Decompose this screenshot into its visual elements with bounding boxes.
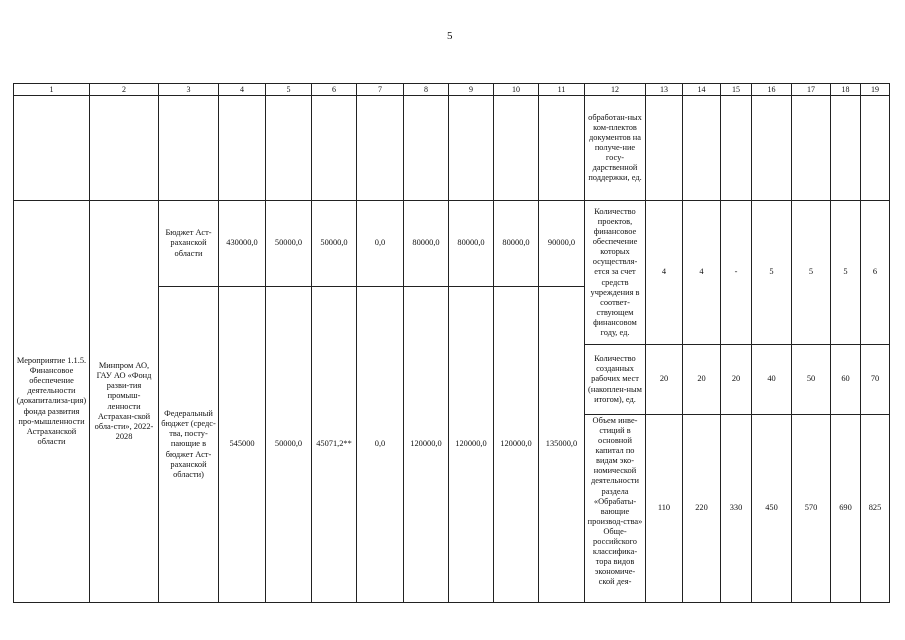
indicator-value: 450 bbox=[752, 415, 792, 603]
empty-cell bbox=[752, 96, 792, 201]
indicator-name: обработан-ных ком-плектов документов на получе-ние госу-дарственной поддержки, ед. bbox=[585, 96, 646, 201]
col-header: 11 bbox=[539, 84, 585, 96]
indicator-value: 60 bbox=[831, 345, 861, 415]
indicator-value: 220 bbox=[683, 415, 721, 603]
col-header: 19 bbox=[861, 84, 890, 96]
indicator-name: Объем инве-стиций в основной капитал по видам эко-номической деятельности раздела «Обрабаты-вающие производ-ства» Обще-российского классифика-тора видов экономиче-ской дея- bbox=[585, 415, 646, 603]
indicator-value: 70 bbox=[861, 345, 890, 415]
empty-cell bbox=[449, 96, 494, 201]
indicator-value: 20 bbox=[646, 345, 683, 415]
empty-cell bbox=[357, 96, 404, 201]
empty-cell bbox=[90, 96, 159, 201]
empty-cell bbox=[683, 96, 721, 201]
amount-cell: 45071,2** bbox=[312, 287, 357, 603]
col-header: 4 bbox=[219, 84, 266, 96]
amount-cell: 545000 bbox=[219, 287, 266, 603]
empty-cell bbox=[404, 96, 449, 201]
amount-cell: 90000,0 bbox=[539, 201, 585, 287]
table-row-regional bbox=[14, 201, 890, 287]
col-header: 7 bbox=[357, 84, 404, 96]
col-header: 8 bbox=[404, 84, 449, 96]
col-header: 17 bbox=[792, 84, 831, 96]
indicator-value: 5 bbox=[792, 201, 831, 345]
indicator-value: 5 bbox=[831, 201, 861, 345]
amount-cell: 135000,0 bbox=[539, 287, 585, 603]
empty-cell bbox=[539, 96, 585, 201]
amount-cell: 0,0 bbox=[357, 287, 404, 603]
indicator-value: 20 bbox=[683, 345, 721, 415]
empty-cell bbox=[861, 96, 890, 201]
amount-cell: 50000,0 bbox=[266, 287, 312, 603]
empty-cell bbox=[312, 96, 357, 201]
amount-cell: 50000,0 bbox=[312, 201, 357, 287]
col-header: 12 bbox=[585, 84, 646, 96]
amount-cell: 430000,0 bbox=[219, 201, 266, 287]
indicator-value: 4 bbox=[646, 201, 683, 345]
page-number: 5 bbox=[447, 30, 453, 42]
header-row bbox=[14, 84, 890, 96]
col-header: 3 bbox=[159, 84, 219, 96]
indicator-value: 690 bbox=[831, 415, 861, 603]
col-header: 2 bbox=[90, 84, 159, 96]
empty-cell bbox=[831, 96, 861, 201]
empty-cell bbox=[159, 96, 219, 201]
amount-cell: 0,0 bbox=[357, 201, 404, 287]
indicator-value: 50 bbox=[792, 345, 831, 415]
col-header: 5 bbox=[266, 84, 312, 96]
amount-cell: 120000,0 bbox=[494, 287, 539, 603]
funding-source: Федеральный бюджет (средс-тва, посту-пающие в бюджет Аст-раханской области) bbox=[159, 287, 219, 603]
indicator-value: 330 bbox=[721, 415, 752, 603]
indicator-value: 5 bbox=[752, 201, 792, 345]
indicator-value: 825 bbox=[861, 415, 890, 603]
col-header: 6 bbox=[312, 84, 357, 96]
indicator-value: 570 bbox=[792, 415, 831, 603]
program-table bbox=[13, 83, 890, 603]
funding-source: Бюджет Аст-раханской области bbox=[159, 201, 219, 287]
col-header: 10 bbox=[494, 84, 539, 96]
col-header: 18 bbox=[831, 84, 861, 96]
event-executor: Минпром АО, ГАУ АО «Фонд разви-тия промыш-ленности Астрахан-ской обла-сти», 2022-2028 bbox=[90, 201, 159, 603]
indicator-value: 110 bbox=[646, 415, 683, 603]
amount-cell: 80000,0 bbox=[494, 201, 539, 287]
indicator-name: Количество созданных рабочих мест (накоплен-ным итогом), ед. bbox=[585, 345, 646, 415]
empty-cell bbox=[219, 96, 266, 201]
indicator-value: 4 bbox=[683, 201, 721, 345]
empty-cell bbox=[266, 96, 312, 201]
indicator-value: 40 bbox=[752, 345, 792, 415]
col-header: 9 bbox=[449, 84, 494, 96]
indicator-value: 20 bbox=[721, 345, 752, 415]
table-row-continuation bbox=[14, 96, 890, 201]
empty-cell bbox=[494, 96, 539, 201]
col-header: 16 bbox=[752, 84, 792, 96]
event-name: Мероприятие 1.1.5. Финансовое обеспечение деятельности (докапитализа-ция) фонда развития про-мышленности Астраханской области bbox=[14, 201, 90, 603]
empty-cell bbox=[646, 96, 683, 201]
amount-cell: 50000,0 bbox=[266, 201, 312, 287]
empty-cell bbox=[14, 96, 90, 201]
amount-cell: 120000,0 bbox=[449, 287, 494, 603]
indicator-name: Количество проектов, финансовое обеспечение которых осуществля-ется за счет средств учреждения в соответ-ствующем финансовом году, ед. bbox=[585, 201, 646, 345]
col-header: 15 bbox=[721, 84, 752, 96]
col-header: 13 bbox=[646, 84, 683, 96]
col-header: 1 bbox=[14, 84, 90, 96]
indicator-value: - bbox=[721, 201, 752, 345]
amount-cell: 120000,0 bbox=[404, 287, 449, 603]
amount-cell: 80000,0 bbox=[404, 201, 449, 287]
empty-cell bbox=[721, 96, 752, 201]
indicator-value: 6 bbox=[861, 201, 890, 345]
empty-cell bbox=[792, 96, 831, 201]
amount-cell: 80000,0 bbox=[449, 201, 494, 287]
col-header: 14 bbox=[683, 84, 721, 96]
